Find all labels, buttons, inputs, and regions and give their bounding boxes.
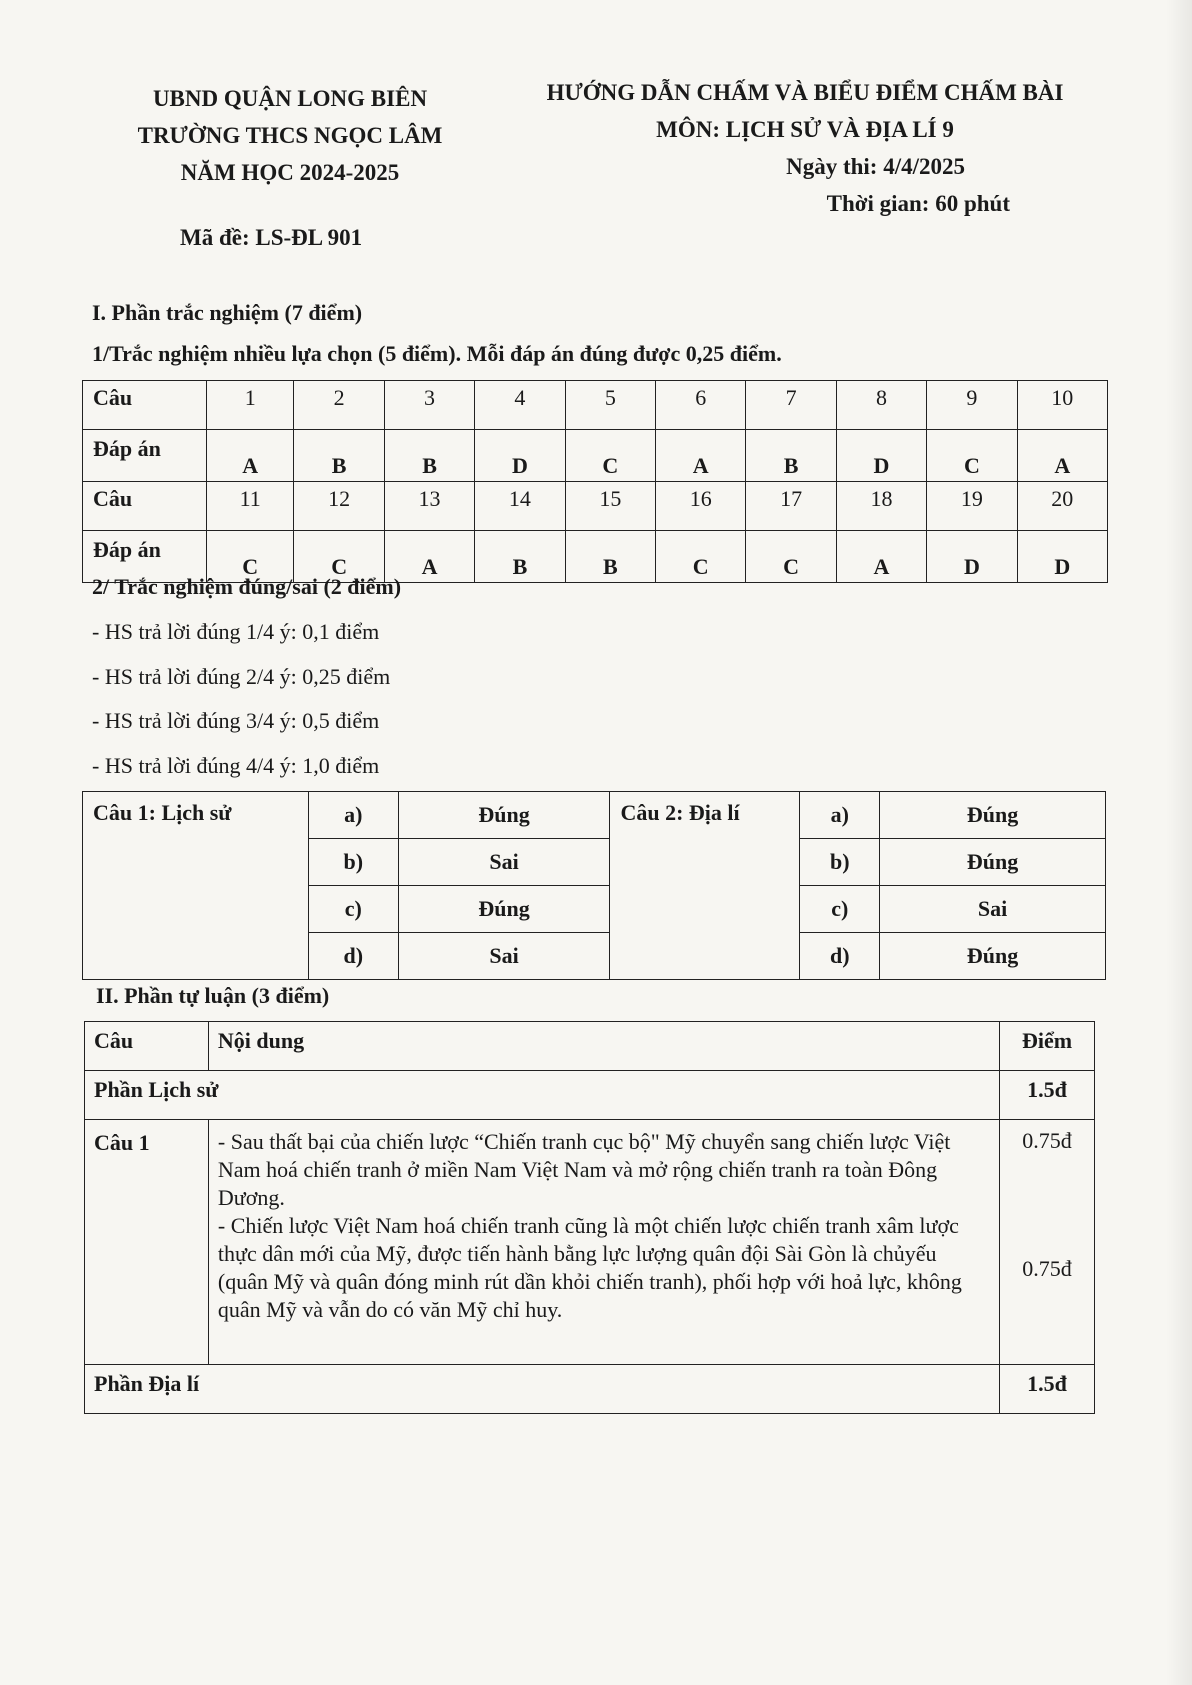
answer-cell: D <box>475 430 565 482</box>
answer-cell: A <box>656 430 746 482</box>
table-row <box>85 1120 1095 1365</box>
tf-option: b) <box>308 839 398 886</box>
scan-edge-shadow <box>1166 0 1192 1685</box>
part1-title: I. Phần trắc nghiệm (7 điểm) <box>92 300 363 325</box>
question-number: 5 <box>565 381 655 430</box>
history-section-label: Phần Lịch sử <box>85 1071 1000 1120</box>
tf-answer: Đúng <box>880 933 1106 980</box>
answer-cell: D <box>836 430 926 482</box>
tf-answer: Sai <box>398 839 610 886</box>
question-number: 15 <box>565 482 655 531</box>
tf-title: 2/ Trắc nghiệm đúng/sai (2 điểm) <box>92 574 402 599</box>
question-number: 8 <box>836 381 926 430</box>
question-number: 11 <box>207 482 294 531</box>
tf-option: b) <box>800 839 880 886</box>
tf-option: c) <box>800 886 880 933</box>
question-number: 10 <box>1017 381 1107 430</box>
answer-cell: C <box>927 430 1017 482</box>
question-number: 6 <box>656 381 746 430</box>
row-label: Câu <box>83 381 207 430</box>
tf-answer: Đúng <box>398 792 610 839</box>
part2-title: II. Phần tự luận (3 điểm) <box>96 983 330 1008</box>
essay-answer-table <box>84 1021 1095 1414</box>
row-label: Đáp án <box>83 531 207 583</box>
tf-answer: Sai <box>880 886 1106 933</box>
question-number: 16 <box>656 482 746 531</box>
geography-section-label: Phần Địa lí <box>85 1365 1000 1414</box>
exam-duration: Thời gian: 60 phút <box>826 191 1010 216</box>
tf-rule: - HS trả lời đúng 3/4 ý: 0,5 điểm <box>92 708 380 733</box>
question-number: 9 <box>927 381 1017 430</box>
subject: MÔN: LỊCH SỬ VÀ ĐỊA LÍ 9 <box>656 117 954 142</box>
question-number: 20 <box>1017 482 1107 531</box>
col-header-points: Điểm <box>1000 1022 1095 1071</box>
answer-cell: B <box>746 430 836 482</box>
answer-cell: D <box>1017 531 1107 583</box>
point-value: 0.75đ <box>1022 1128 1072 1153</box>
exam-code: Mã đề: LS-ĐL 901 <box>180 225 363 250</box>
question-number: 7 <box>746 381 836 430</box>
answer-cell: C <box>294 531 384 583</box>
tf-option: c) <box>308 886 398 933</box>
table-row <box>83 430 1108 482</box>
table-row <box>83 381 1108 430</box>
document-header <box>505 74 1105 222</box>
question-1-label: Câu 1 <box>85 1120 209 1365</box>
table-row <box>85 1022 1095 1071</box>
answer-cell: B <box>565 531 655 583</box>
answer-point: - Chiến lược Việt Nam hoá chiến tranh cũng là một chiến lược chiến tranh xâm lược thực dân mới của Mỹ, được tiến hành bằng lực lượng quân đội Sài Gòn là chủyếu (quân Mỹ và quân đóng minh rút dần khỏi chiến tranh), phối hợp với hoả lực, không quân Mỹ và vẫn do có văn Mỹ chỉ huy. <box>217 1213 962 1322</box>
tf-option: a) <box>308 792 398 839</box>
answer-cell: A <box>836 531 926 583</box>
answer-cell: A <box>207 430 294 482</box>
question-number: 1 <box>207 381 294 430</box>
tf-answer: Sai <box>398 933 610 980</box>
tf-answer: Đúng <box>398 886 610 933</box>
table-row <box>83 482 1108 531</box>
question-number: 13 <box>384 482 474 531</box>
answer-cell: C <box>656 531 746 583</box>
exam-date: Ngày thi: 4/4/2025 <box>786 154 965 179</box>
question-number: 2 <box>294 381 384 430</box>
question-number: 17 <box>746 482 836 531</box>
true-false-answer-table <box>82 791 1106 980</box>
question-number: 14 <box>475 482 565 531</box>
question-number: 3 <box>384 381 474 430</box>
tf-option: a) <box>800 792 880 839</box>
answer-cell: C <box>565 430 655 482</box>
tf-rule: - HS trả lời đúng 1/4 ý: 0,1 điểm <box>92 619 380 644</box>
answer-cell: B <box>475 531 565 583</box>
answer-cell: B <box>294 430 384 482</box>
tf-answer: Đúng <box>880 839 1106 886</box>
answer-cell: A <box>384 531 474 583</box>
answer-cell: D <box>927 531 1017 583</box>
tf-question-2-label: Câu 2: Địa lí <box>610 792 800 980</box>
question-number: 4 <box>475 381 565 430</box>
answer-cell: C <box>746 531 836 583</box>
tf-rule: - HS trả lời đúng 2/4 ý: 0,25 điểm <box>92 664 391 689</box>
document-title: HƯỚNG DẪN CHẤM VÀ BIỂU ĐIỂM CHẤM BÀI <box>546 80 1064 105</box>
history-section-points: 1.5đ <box>1000 1071 1095 1120</box>
tf-rule: - HS trả lời đúng 4/4 ý: 1,0 điểm <box>92 753 380 778</box>
table-row <box>85 1365 1095 1414</box>
answer-cell: C <box>207 531 294 583</box>
row-label: Đáp án <box>83 430 207 482</box>
geography-section-points: 1.5đ <box>1000 1365 1095 1414</box>
answer-point: - Sau thất bại của chiến lược “Chiến tranh cục bộ" Mỹ chuyển sang chiến lược Việt Nam hoá chiến tranh ở miền Nam Việt Nam và mở rộng chiến tranh ra toàn Đông Dương. <box>217 1129 951 1210</box>
table-row <box>83 792 1106 839</box>
mcq-answer-table <box>82 380 1108 583</box>
col-header-content: Nội dung <box>208 1022 999 1071</box>
school-year: NĂM HỌC 2024-2025 <box>180 160 400 185</box>
mcq-title: 1/Trắc nghiệm nhiều lựa chọn (5 điểm). Mỗi đáp án đúng được 0,25 điểm. <box>92 341 782 366</box>
question-number: 12 <box>294 482 384 531</box>
col-header-question: Câu <box>85 1022 209 1071</box>
question-number: 19 <box>927 482 1017 531</box>
answer-cell: B <box>384 430 474 482</box>
point-value: 0.75đ <box>1022 1256 1072 1281</box>
table-row <box>85 1071 1095 1120</box>
tf-option: d) <box>308 933 398 980</box>
school-name: TRƯỜNG THCS NGỌC LÂM <box>137 123 443 148</box>
row-label: Câu <box>83 482 207 531</box>
tf-option: d) <box>800 933 880 980</box>
answer-cell: A <box>1017 430 1107 482</box>
question-1-content <box>208 1120 999 1365</box>
district-name: UBND QUẬN LONG BIÊN <box>152 86 428 111</box>
tf-answer: Đúng <box>880 792 1106 839</box>
question-number: 18 <box>836 482 926 531</box>
question-1-points <box>1000 1120 1095 1365</box>
tf-question-1-label: Câu 1: Lịch sử <box>83 792 309 980</box>
school-header <box>100 80 480 191</box>
